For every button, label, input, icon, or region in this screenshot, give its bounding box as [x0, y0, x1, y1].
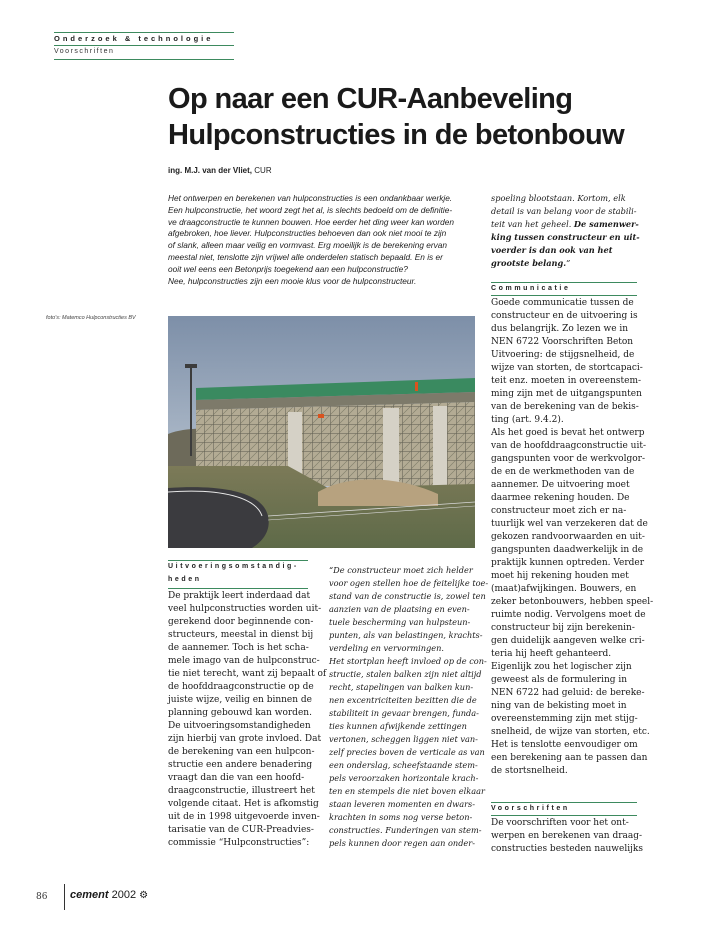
body-line: ming zijn met de uitgangspunten — [491, 389, 642, 399]
magazine-year: 2002 — [111, 889, 137, 901]
intro-line: ooit wel eens een Betonprijs toegekend aan een hulpconstructie? — [168, 263, 408, 274]
body-line: de aannemer. Toch is het scha- — [168, 643, 309, 653]
body-line: Eigenlijk zou het logischer zijn — [491, 662, 632, 672]
magazine-brand — [70, 889, 148, 901]
body-line: de en de werkmethoden van de — [491, 467, 635, 477]
body-line: mele imago van de hulpconstruc- — [168, 656, 320, 666]
body-line: tarisatie van de CUR-Preadvies- — [168, 825, 314, 835]
body-line: overeenstemming zijn met stijg- — [491, 714, 638, 724]
quote-line: “De constructeur moet zich helder — [329, 565, 473, 575]
subsection-kicker: Voorschriften — [54, 48, 115, 55]
quote-line: staan leveren momenten en dwars- — [329, 799, 476, 809]
body-line: werpen en berekenen van draag- — [491, 831, 643, 841]
body-line: constructeur bij zijn berekenin- — [491, 623, 635, 633]
body-line: van de hoofddraagconstructie uit- — [491, 441, 646, 451]
body-line: commissie “Hulpconstructies”: — [168, 838, 310, 848]
quote-line: grootste belang.” — [491, 258, 571, 268]
body-line: aannemer. De uitvoering moet — [491, 480, 630, 490]
quote-line: pels veroorzaken horizontale krach- — [329, 773, 479, 783]
intro-paragraph — [168, 193, 475, 287]
body-line: Goede communicatie tussen de — [491, 298, 634, 308]
quote-line: pels kunnen door regen aan onder- — [329, 838, 475, 848]
body-line: gekozen randvoorwaarden en uit- — [491, 532, 645, 542]
body-line: De uitvoeringsomstandigheden — [168, 721, 311, 731]
section-heading-communicatie: Communicatie — [491, 285, 571, 292]
body-line: van de berekening van de bekis- — [491, 402, 639, 412]
body-line: veel hulpconstructies worden uit- — [168, 604, 322, 614]
body-line: planning gebouwd kan worden. — [168, 708, 312, 718]
body-line: (maat)afwijkingen. Bouwers, en — [491, 584, 637, 594]
body-line: uit de in 1998 uitgevoerde inven- — [168, 812, 320, 822]
quote-line: constructies. Funderingen van stem- — [329, 825, 482, 835]
body-line: een berekening aan te passen dan — [491, 753, 648, 763]
body-line: structeurs, meestal in dienst bij — [168, 630, 314, 640]
body-column-1 — [168, 590, 327, 850]
quote-line: stabiliteit in gevaar brengen, funda- — [329, 708, 479, 718]
author-org: CUR — [254, 166, 272, 175]
section-heading-uitvoering-2: heden — [168, 576, 202, 583]
section-rule — [491, 295, 637, 296]
body-line: Als het goed is bevat het ontwerp — [491, 428, 645, 438]
body-line: gangspunten voor de werkvolgor- — [491, 454, 645, 464]
section-heading-voorschriften: Voorschriften — [491, 805, 570, 812]
body-line: ruimte nodig. Vervolgens moet de — [491, 610, 646, 620]
header-rule-bottom — [54, 59, 234, 60]
body-line: constructeur moet zich er na- — [491, 506, 627, 516]
gear-icon: ⚙ — [139, 890, 149, 901]
quote-line: vertonen, scheggen liggen niet van- — [329, 734, 478, 744]
intro-line: meestal niet, tenslotte zijn vrijwel alle onderdelen statisch bepaald. En is er — [168, 251, 443, 262]
quote-line: structie, stalen balken zijn niet altijd — [329, 669, 482, 679]
quote-line: recht, stapelingen van balken kun- — [329, 682, 474, 692]
body-column-3-bottom — [491, 817, 643, 856]
section-rule — [491, 815, 637, 816]
quote-column — [329, 564, 489, 850]
quote-line: punten, als van belastingen, krachts- — [329, 630, 483, 640]
quote-line: voor ogen stellen hoe de feitelijke toe- — [329, 578, 489, 588]
header-rule-middle — [54, 45, 234, 46]
body-line: moet hij rekening houden met — [491, 571, 629, 581]
body-line: NEN 6722 Voorschriften Beton — [491, 337, 634, 347]
quote-line: ten en stempels die niet boven elkaar — [329, 786, 485, 796]
intro-line: Een hulpconstructie, het woord zegt het al, is slechts bedoeld om de definitie- — [168, 204, 453, 215]
quote-line: een onderslag, scheefstaande stem- — [329, 760, 478, 770]
quote-line: teit van het geheel. De samenwer- — [491, 219, 639, 229]
section-heading-uitvoering-1: Uitvoeringsomstandig- — [168, 563, 299, 570]
intro-line: of slank, alleen maar veilig en vormvast. Erg moeilijk is de berekening ervan — [168, 240, 447, 251]
intro-line: Het ontwerpen en berekenen van hulpconstructies is een ondankbaar werkje. — [168, 193, 453, 203]
quote-line: voerder is dan ook van het — [491, 245, 613, 255]
body-line: de hoofddraagconstructie op de — [168, 682, 314, 692]
body-line: tuurlijk wel van verzekeren dat de — [491, 519, 648, 529]
article-title-line-2: Hulpconstructies in de betonbouw — [168, 119, 625, 151]
body-line: ting (art. 9.4.2). — [491, 415, 564, 425]
quote-line: tuele bescherming van hulpsteun- — [329, 617, 471, 627]
body-line: ning van de bekisting moet in — [491, 701, 627, 711]
intro-line: ve draagconstructie te kunnen bouwen. Hoe eerder het ding weer kan worden — [168, 216, 454, 227]
quote-line: verdeling en vervormingen. — [329, 643, 445, 653]
body-line: dus belangrijk. Zo lezen we in — [491, 324, 629, 334]
body-line: wijze van storten, de stortcapaci- — [491, 363, 643, 373]
body-line: structie een andere benadering — [168, 760, 313, 770]
intro-line: Nee, hulpconstructies zijn een mooie klus voor de hulpconstructeur. — [168, 275, 417, 286]
body-line: De voorschriften voor het ont- — [491, 818, 629, 828]
body-column-3 — [491, 297, 654, 778]
quote-line: nen excentriciteiten bezitten die de — [329, 695, 477, 705]
body-line: draagconstructie, illustreert het — [168, 786, 315, 796]
section-rule — [491, 802, 637, 803]
quote-line: Het stortplan heeft invloed op de con- — [329, 656, 487, 666]
body-line: constructies besteden nauwelijks — [491, 844, 643, 854]
quote-line: stand van de constructie is, zowel ten — [329, 591, 486, 601]
body-line: Het is tenslotte eenvoudiger om — [491, 740, 638, 750]
intro-line: afgebroken, hoe liever. Hulpconstructies behoeven dan ook niet mooi te zijn — [168, 228, 447, 239]
section-rule — [491, 282, 637, 283]
photo-credit: foto's: Matemco Hulpconstructies BV — [46, 315, 136, 321]
body-line: de stortsnelheid. — [491, 766, 568, 776]
body-line: Uitvoering: de stijgsnelheid, de — [491, 350, 635, 360]
section-rule — [168, 588, 308, 589]
byline — [168, 166, 272, 175]
author-name: ing. M.J. van der Vliet, — [168, 166, 253, 175]
body-line: zijn hierbij van grote invloed. Dat — [168, 734, 322, 744]
body-line: De praktijk leert inderdaad dat — [168, 591, 311, 601]
body-line: snelheid, de wijze van storten, etc. — [491, 727, 650, 737]
header-rule-top — [54, 32, 234, 33]
quote-line: ties kunnen afwijkende zettingen — [329, 721, 467, 731]
quote-line: detail is van belang voor de stabili- — [491, 206, 637, 216]
body-line: vraagt dan die van een hoofd- — [168, 773, 305, 783]
quote-line: king tussen constructeur en uit- — [491, 232, 640, 242]
construction-photo — [168, 316, 475, 548]
body-line: tie niet terecht, want zij bepaalt of — [168, 669, 327, 679]
quote-line: aanzien van de plaatsing en even- — [329, 604, 470, 614]
magazine-name: cement — [70, 889, 109, 901]
section-kicker: Onderzoek & technologie — [54, 34, 214, 43]
body-line: geweest als de formulering in — [491, 675, 628, 685]
body-line: NEN 6722 had geluid: de bereke- — [491, 688, 645, 698]
quote-line: spoeling blootstaan. Kortom, elk — [491, 193, 626, 203]
body-line: juiste wijze, veilig en binnen de — [168, 695, 313, 705]
section-rule — [168, 560, 308, 561]
article-title-line-1: Op naar een CUR-Aanbeveling — [168, 83, 573, 115]
body-line: teria hij heeft gehanteerd. — [491, 649, 612, 659]
body-line: constructeur en de uitvoering is — [491, 311, 638, 321]
body-line: praktijk kunnen optreden. Verder — [491, 558, 645, 568]
body-line: gen duidelijk aangeven welke cri- — [491, 636, 645, 646]
quote-line: zelf precies boven de verticale as van — [329, 747, 485, 757]
body-line: daarmee rekening houden. De — [491, 493, 630, 503]
body-line: teit enz. moeten in overeenstem- — [491, 376, 642, 386]
page-number: 86 — [36, 892, 48, 902]
body-line: gangspunten daadwerkelijk in de — [491, 545, 644, 555]
quote-continuation — [491, 192, 640, 270]
footer-divider — [64, 884, 65, 910]
body-line: volgende citaat. Het is afkomstig — [168, 799, 319, 809]
body-line: zeker betonbouwers, hebben speel- — [491, 597, 654, 607]
body-line: de berekening van een hulpcon- — [168, 747, 315, 757]
body-line: gerekend door beginnende con- — [168, 617, 314, 627]
quote-line: krachten in soms nog verse beton- — [329, 812, 473, 822]
